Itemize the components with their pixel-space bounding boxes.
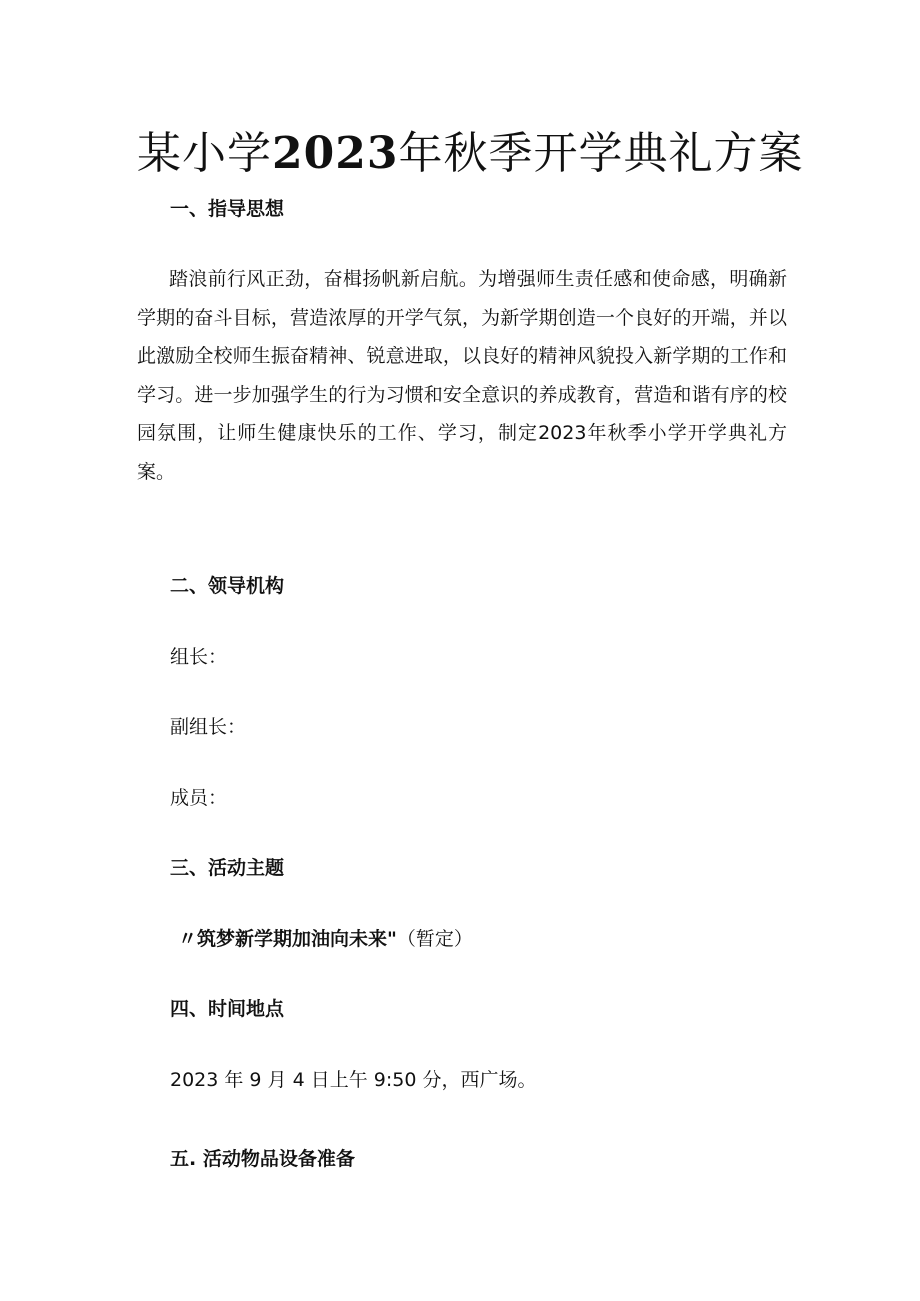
- theme-note: （暂定）: [396, 928, 473, 950]
- title-year: 2023: [272, 128, 399, 179]
- document-title: [137, 126, 803, 182]
- section-heading-equipment: 五. 活动物品设备准备: [170, 1148, 355, 1170]
- leader-line: 组长：: [170, 646, 228, 668]
- guiding-paragraph: 踏浪前行风正劲，奋楫扬帆新启航。为增强师生责任感和使命感，明确新学期的奋斗目标，营造浓厚的开学气氛，为新学期创造一个良好的开端，并以此激励全校师生振奋精神、锐意进取，以良好的精神风貌投入新学期的工作和学习。进一步加强学生的行为习惯和安全意识的养成教育，营造和谐有序的校园氛围，让师生健康快乐的工作、学习，制定2023年秋季小学开学典礼方案。: [137, 268, 787, 483]
- section-heading-time-place: 四、时间地点: [170, 998, 285, 1020]
- members-line: 成员：: [170, 787, 228, 809]
- deputy-leader-line: 副组长：: [170, 716, 247, 738]
- title-suffix: 年秋季开学典礼方案: [398, 128, 804, 179]
- title-prefix: 某小学: [137, 128, 272, 179]
- time-place-line: 2023 年 9 月 4 日上午 9:50 分，西广场。: [170, 1069, 537, 1091]
- section-heading-guiding: 一、指导思想: [170, 198, 285, 220]
- theme-text: 〃筑梦新学期加油向未来": [178, 928, 397, 950]
- section-heading-leadership: 二、领导机构: [170, 575, 285, 597]
- section-heading-theme: 三、活动主题: [170, 857, 285, 879]
- theme-line: [178, 925, 473, 953]
